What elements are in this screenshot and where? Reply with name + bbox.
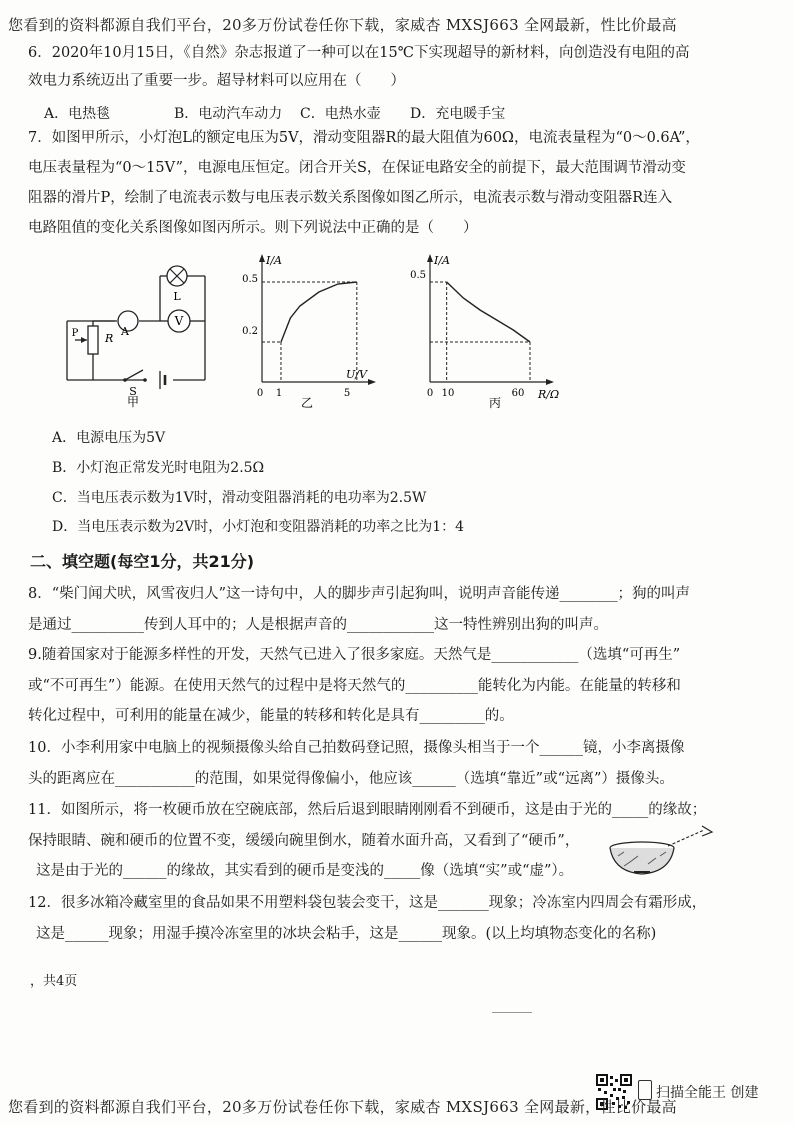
q6-option-c: C．电热水壶 (300, 106, 381, 122)
bing-ytick-0.5: 0.5 (410, 270, 426, 281)
q9-line-3: 转化过程中，可利用的能量在减少，能量的转移和转化是具有_________的。 (28, 708, 514, 724)
caption-jia: 甲 (126, 395, 140, 408)
page-number: ，共4页 (30, 974, 78, 989)
q7-line-4: 电路阻值的变化关系图像如图丙所示。则下列说法中正确的是（ ） (28, 220, 478, 236)
slider-label: P (71, 328, 79, 339)
scanner-app-label: 扫描全能王 创建 (656, 1085, 759, 1101)
q7-line-3: 阻器的滑片P，绘制了电流表示数与电压表示数关系图像如图乙所示，电流表示数与滑动变阻器R连入 (28, 190, 673, 206)
caption-bing: 丙 (488, 396, 502, 410)
yi-xtick-0: 0 (256, 388, 264, 399)
q11-line-2: 保持眼睛、碗和硬币的位置不变，缓缓向碗里倒水，随着水面升高，又看到了“硬币”， (28, 833, 580, 849)
lamp-label: L (173, 290, 181, 303)
bing-ylabel: I/A (434, 254, 450, 267)
bing-xtick-60: 60 (511, 388, 525, 399)
voltmeter-symbol: V (174, 314, 184, 328)
q9-line-1: 9.随着国家对于能源多样性的开发，天然气已进入了很多家庭。天然气是____________（选填“可再生” (28, 647, 681, 663)
yi-xtick-1: 1 (275, 388, 283, 399)
yi-ylabel: I/A (266, 254, 282, 267)
q7-line-1: 7．如图甲所示，小灯泡L的额定电压为5V，滑动变阻器R的最大阻值为60Ω，电流表量程为“0～0.6A”， (28, 130, 700, 146)
bing-xtick-0: 0 (426, 388, 434, 399)
chart-yi (232, 250, 382, 410)
q6-option-d: D．充电暖手宝 (410, 106, 506, 122)
q6-line-2: 效电力系统迈出了重要一步。超导材料可以应用在（ ） (28, 73, 405, 89)
q8-line-1: 8．“柴门闻犬吠，风雪夜归人”这一诗句中，人的脚步声引起狗叫，说明声音能传递________；狗的叫声 (28, 586, 691, 602)
yi-curve (281, 282, 357, 342)
scan-mark (492, 1012, 532, 1013)
bing-xlabel: R/Ω (538, 388, 560, 401)
chart-bing (400, 250, 570, 410)
q10-line-2: 头的距离应在___________的范围，如果觉得像偏小，他应该______（选填“靠近”或“远离”）摄像头。 (28, 771, 674, 787)
q8-line-2: 是通过__________传到人耳中的；人是根据声音的____________这一特性辨别出狗的叫声。 (28, 617, 608, 633)
q12-line-1: 12．很多冰箱冷藏室里的食品如果不用塑料袋包装会变干，这是_______现象；冷冻室内四周会有霜形成， (28, 895, 707, 911)
q7-option-b: B．小灯泡正常发光时电阻为2.5Ω (52, 460, 265, 476)
q7-option-d: D．当电压表示数为2V时，小灯泡和变阻器消耗的功率之比为1：4 (52, 519, 465, 535)
yi-ytick-0.5: 0.5 (242, 274, 258, 285)
yi-xlabel: U/V (346, 368, 367, 381)
q10-line-1: 10．小李利用家中电脑上的视频摄像头给自己拍数码登记照，摄像头相当于一个______镜，小李离摄像 (28, 740, 685, 756)
switch-label: S (129, 385, 137, 398)
yi-xtick-5: 5 (343, 388, 351, 399)
q11-line-3: 这是由于光的______的缘故，其实看到的硬币是变浅的_____像（选填“实”或“虚”）。 (36, 863, 574, 879)
q7-option-a: A．电源电压为5V (52, 430, 166, 446)
q7-option-c: C．当电压表示数为1V时，滑动变阻器消耗的电功率为2.5W (52, 490, 427, 506)
bowl-illustration (604, 822, 724, 882)
circuit-diagram (55, 258, 220, 408)
footer-banner: 您看到的资料都源自我们平台，20多万份试卷任你下载，家威杏 MXSJ663 全网最新，性比价最高 (8, 1098, 677, 1116)
q7-line-2: 电压表量程为“0～15V”，电源电压恒定。闭合开关S，在保证电路安全的前提下，最大范围调节滑动变 (28, 160, 686, 176)
bing-curve (447, 282, 530, 342)
q6-option-b: B．电动汽车动力 (174, 106, 283, 122)
ammeter-symbol: A (121, 325, 129, 338)
rheostat-label: R (105, 332, 114, 345)
yi-ytick-0.2: 0.2 (242, 326, 258, 337)
q6-line-1: 6．2020年10月15日，《自然》杂志报道了一种可以在15℃下实现超导的新材料，向创造没有电阻的高 (28, 45, 690, 61)
bing-xtick-10: 10 (441, 388, 455, 399)
header-banner: 您看到的资料都源自我们平台，20多万份试卷任你下载，家威杏 MXSJ663 全网最新，性比价最高 (8, 16, 677, 34)
q11-line-1: 11．如图所示，将一枚硬币放在空碗底部，然后后退到眼睛刚刚看不到硬币，这是由于光的_____的缘故； (28, 802, 707, 818)
q6-option-a: A．电热毯 (44, 106, 111, 122)
q9-line-2: 或“不可再生”）能源。在使用天然气的过程中是将天然气的__________能转化为内能。在能量的转移和 (28, 678, 681, 694)
q12-line-2: 这是______现象；用湿手摸冷冻室里的冰块会粘手，这是______现象。(以上均填物态变化的名称) (36, 926, 657, 942)
section-title: 二、填空题(每空1分，共21分) (30, 552, 255, 571)
caption-yi: 乙 (300, 396, 314, 410)
